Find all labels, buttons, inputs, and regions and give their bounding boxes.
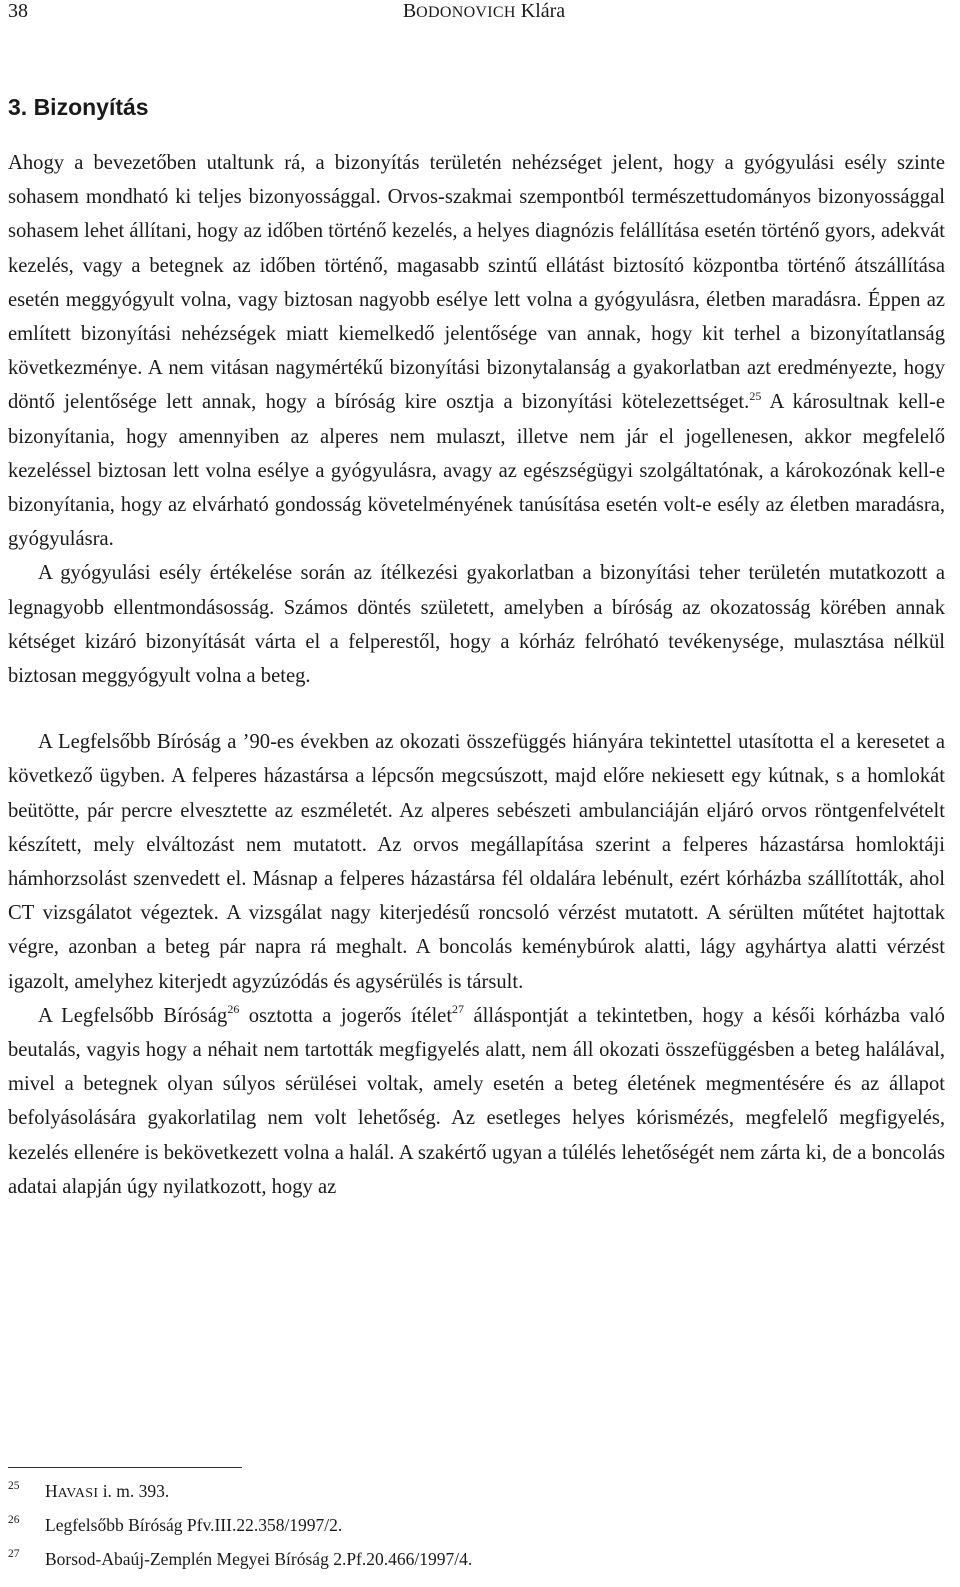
- footnote-ref-27[interactable]: 27: [452, 1002, 465, 1017]
- footnote-ref-25[interactable]: 25: [749, 388, 762, 403]
- footnote-citation: i. m. 393.: [98, 1481, 170, 1501]
- paragraph-1-tail: A károsultnak kell-e bizonyítania, hogy amennyiben az alperes nem mulaszt, illetve nem jár el jogellenesen, akkor megfelelő kezeléssel biztosan lett volna esélye a gyógyulásra, avagy az egészségügyi szolgáltatónak, a károkozónak kell-e bizonyítania, hogy az elvárható gondosság követelményének tanúsítása esetén volt-e esély az életben maradásra, gyógyulásra.: [8, 391, 945, 551]
- section-title: 3. Bizonyítás: [8, 94, 149, 120]
- footnote-25: [8, 1478, 938, 1512]
- footnote-number: 25: [8, 1480, 20, 1492]
- paragraph-1-text: Ahogy a bevezetőben utaltunk rá, a bizonyítás területén nehézséget jelent, hogy a gyógyulási esély szinte sohasem mondható ki teljes bizonyossággal. Orvos-szakmai szempontból természettudományos bizonyossággal sohasem lehet állítani, hogy az időben történő kezelés, a helyes diagnózis felállítása esetén történő gyors, adekvát kezelés, vagy a betegnek az időben történő, magasabb szintű ellátást biztosító központba történő átszállítása esetén meggyógyult volna, vagy biztosan nagyobb esélye lett volna a gyógyulásra, életben maradásra. Éppen az említett bizonyítási nehézségek miatt kiemelkedő jelentősége van annak, hogy kit terhel a bizonyítatlanság következménye. A nem vitásan nagymértékű bizonyítási bizonytalanság a gyakorlatban azt eredményezte, hogy döntő jelentősége lett annak, hogy a bíróság kire osztja a bizonyítási kötelezettséget.: [8, 152, 945, 414]
- page-header: [8, 0, 960, 30]
- footnote-26: [8, 1512, 938, 1546]
- page-number: 38: [8, 0, 28, 22]
- paragraph-4-part-a: A Legfelsőbb Bíróság: [38, 1004, 228, 1027]
- footnote-author-initial: H: [45, 1481, 58, 1501]
- author-first-name: Klára: [520, 0, 566, 22]
- paragraph-2: A gyógyulási esély értékelése során az ítélkezési gyakorlatban a bizonyítási teher területén mutatkozott a legnagyobb ellentmondásosság. Számos döntés született, amelyben a bíróság az okozatosság körében annak kétséget kizáró bizonyítását várta el a felperestől, hogy a kórház felróható tevékenysége, mulasztása nélkül biztosan meggyógyult volna a beteg.: [8, 562, 945, 688]
- body-text: [8, 146, 945, 1204]
- footnote-number: 26: [8, 1514, 20, 1526]
- paragraph-1: [8, 146, 945, 556]
- paragraph-4: [8, 999, 945, 1204]
- running-head-author: [8, 0, 960, 23]
- footnote-number: 27: [8, 1548, 20, 1560]
- author-initial: B: [402, 0, 417, 22]
- paragraph-4-part-b: osztotta a jogerős ítélet: [239, 1004, 453, 1027]
- paragraph-3: A Legfelsőbb Bíróság a ’90-es években az okozati összefüggés hiányára tekintettel utasította el a keresetet a következő ügyben. A felperes házastársa a lépcsőn megcsúszott, majd előre nekiesett egy kútnak, s a homlokát beütötte, pár percre elvesztette az eszméletét. Az alperes sebészeti ambulanciáján eljáró orvos röntgenfelvételt készített, mely elváltozást nem mutatott. Az orvos megállapítása szerint a felperes házastársa homloktáji hámhorzsolást szenvedett el. Másnap a felperes házastársa fél oldalára lebénult, ezért kórházba szállították, ahol CT vizsgálatot végeztek. A vizsgálat nagy kiterjedésű roncsoló vérzést mutatott. A sérülten műtétet hajtottak végre, azonban a beteg pár napra rá meghalt. A boncolás keménybúrok alatti, lágy agyhártya alatti vérzést igazolt, amelyhez kiterjedt agyzúzódás és agysérülés is társult.: [8, 731, 945, 993]
- footnote-text: Legfelsőbb Bíróság Pfv.III.22.358/1997/2.: [45, 1515, 343, 1535]
- footnote-text: Borsod-Abaúj-Zemplén Megyei Bíróság 2.Pf.20.466/1997/4.: [45, 1549, 473, 1569]
- footnote-author-smallcaps: AVASI: [57, 1486, 99, 1501]
- footnote-27: [8, 1546, 938, 1580]
- footnotes: [8, 1478, 938, 1580]
- footnote-text: [45, 1478, 169, 1507]
- author-surname-smallcaps: ODONOVICH: [416, 4, 516, 21]
- footnote-ref-26[interactable]: 26: [227, 1002, 240, 1017]
- footnote-separator: [8, 1467, 242, 1468]
- paragraph-4-part-c: álláspontját a tekintetben, hogy a késői kórházba való beutalás, vagyis hogy a néhait nem tartották megfigyelés alatt, nem áll okozati összefüggésben a beteg halálával, mivel a betegnek olyan súlyos sérülései voltak, amely esetén a beteg életének megmentésére és az állapot befolyásolására gyakorlatilag nem volt lehetőség. Az esetleges helyes kórismézés, megfelelő megfigyelés, kezelés ellenére is bekövetkezett volna a halál. A szakértő ugyan a túlélés lehetőségét nem zárta ki, de a boncolás adatai alapján úgy nyilatkozott, hogy az: [8, 1004, 945, 1198]
